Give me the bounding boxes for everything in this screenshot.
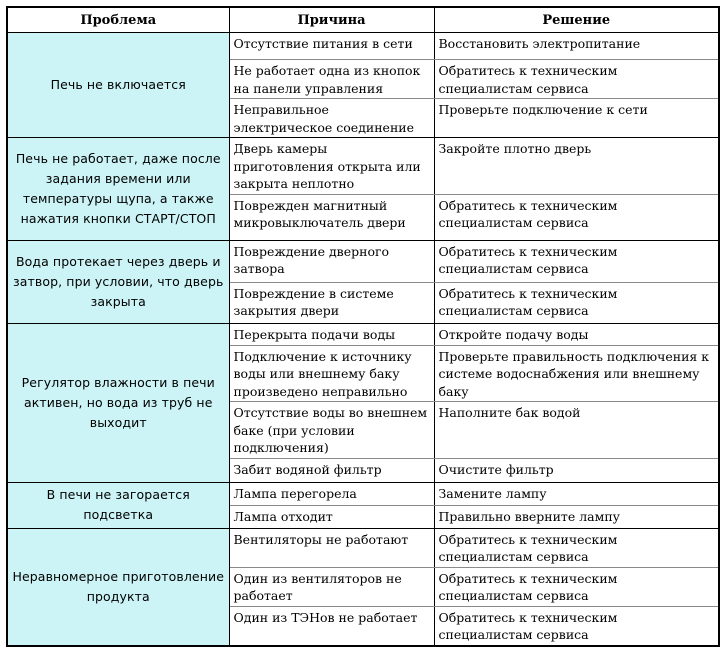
cause-cell: Отсутствие воды во внешнем баке (при условии подключения) [229, 402, 434, 459]
solution-cell: Обратитесь к техническим специалистам сервиса [434, 194, 719, 240]
cause-cell: Повреждение дверного затвора [229, 240, 434, 282]
troubleshooting-table [6, 6, 720, 647]
header-solution: Решение [434, 7, 719, 33]
cause-cell: Поврежден магнитный микровыключатель двери [229, 194, 434, 240]
cause-cell: Неправильное электрическое соединение [229, 99, 434, 138]
solution-cell: Обратитесь к техническим специалистам сервиса [434, 60, 719, 99]
table-row [7, 528, 719, 567]
cause-cell: Дверь камеры приготовления открыта или закрыта неплотно [229, 138, 434, 195]
table-row [7, 240, 719, 282]
solution-cell: Правильно вверните лампу [434, 505, 719, 528]
troubleshooting-table-wrapper [6, 6, 718, 642]
solution-cell: Обратитесь к техническим специалистам сервиса [434, 282, 719, 323]
solution-cell: Замените лампу [434, 482, 719, 505]
problem-cell: Регулятор влажности в печи активен, но вода из труб не выходит [7, 323, 229, 482]
table-row [7, 33, 719, 60]
cause-cell: Один из ТЭНов не работает [229, 606, 434, 646]
problem-cell: В печи не загорается подсветка [7, 482, 229, 528]
table-row [7, 323, 719, 345]
solution-cell: Восстановить электропитание [434, 33, 719, 60]
solution-cell: Обратитесь к техническим специалистам сервиса [434, 240, 719, 282]
cause-cell: Лампа перегорела [229, 482, 434, 505]
cause-cell: Один из вентиляторов не работает [229, 567, 434, 606]
cause-cell: Лампа отходит [229, 505, 434, 528]
solution-cell: Обратитесь к техническим специалистам сервиса [434, 567, 719, 606]
problem-cell: Печь не работает, даже после задания времени или температуры щупа, а также нажатия кнопки СТАРТ/СТОП [7, 138, 229, 241]
problem-cell: Неравномерное приготовление продукта [7, 528, 229, 646]
solution-cell: Откройте подачу воды [434, 323, 719, 345]
table-body [7, 33, 719, 646]
cause-cell: Отсутствие питания в сети [229, 33, 434, 60]
cause-cell: Перекрыта подачи воды [229, 323, 434, 345]
problem-cell: Печь не включается [7, 33, 229, 138]
header-cause: Причина [229, 7, 434, 33]
solution-cell: Очистите фильтр [434, 458, 719, 482]
header-problem: Проблема [7, 7, 229, 33]
solution-cell: Обратитесь к техническим специалистам сервиса [434, 606, 719, 646]
table-row [7, 482, 719, 505]
solution-cell: Проверьте подключение к сети [434, 99, 719, 138]
solution-cell: Закройте плотно дверь [434, 138, 719, 195]
solution-cell: Обратитесь к техническим специалистам сервиса [434, 528, 719, 567]
cause-cell: Не работает одна из кнопок на панели управления [229, 60, 434, 99]
cause-cell: Подключение к источнику воды или внешнему баку произведено неправильно [229, 345, 434, 402]
solution-cell: Наполните бак водой [434, 402, 719, 459]
solution-cell: Проверьте правильность подключения к системе водоснабжения или внешнему баку [434, 345, 719, 402]
cause-cell: Забит водяной фильтр [229, 458, 434, 482]
cause-cell: Вентиляторы не работают [229, 528, 434, 567]
problem-cell: Вода протекает через дверь и затвор, при условии, что дверь закрыта [7, 240, 229, 323]
header-row [7, 7, 719, 33]
cause-cell: Повреждение в системе закрытия двери [229, 282, 434, 323]
table-row [7, 138, 719, 195]
